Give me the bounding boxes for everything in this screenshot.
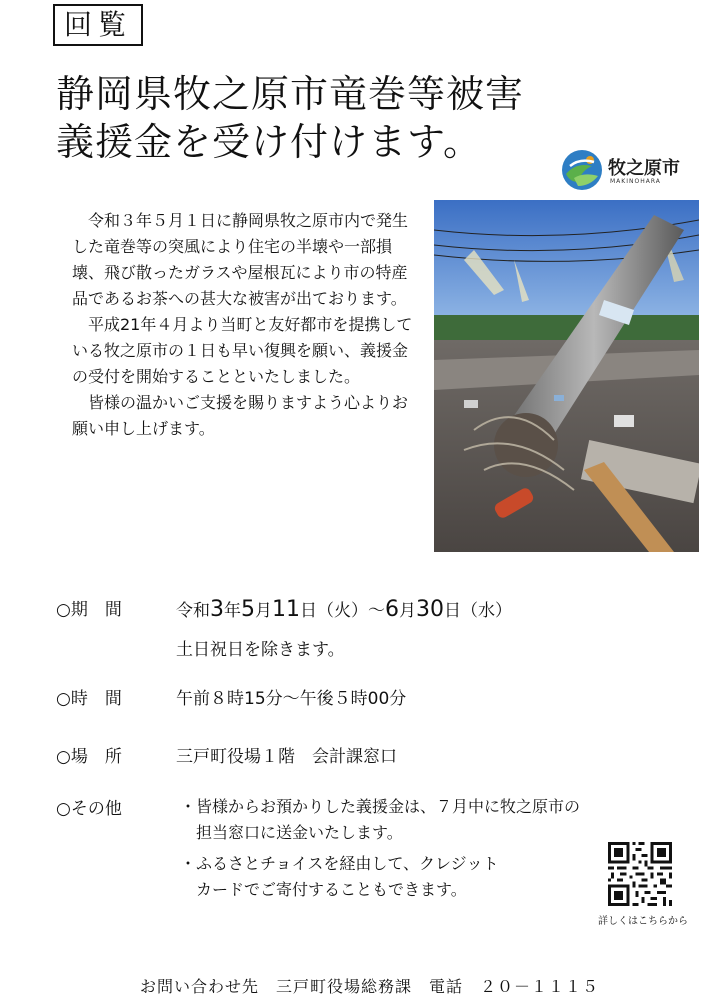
time-value: 午前８時15分～午後５時00分	[176, 689, 407, 709]
place-row	[56, 745, 696, 769]
circulation-badge: 回覧	[53, 4, 143, 46]
tornado-damage-photo	[434, 200, 699, 552]
page-title	[56, 70, 524, 166]
makinohara-logo	[560, 148, 700, 192]
title-line-1: 静岡県牧之原市竜巻等被害	[56, 72, 525, 116]
city-emblem-icon	[560, 148, 604, 192]
time-label: ○時 間	[56, 689, 122, 709]
title-line-2: 義援金を受け付けます。	[56, 120, 482, 164]
other-line: カードでご寄付することもできます。	[180, 880, 467, 899]
qr-code-icon[interactable]	[608, 842, 672, 906]
other-line: ・皆様からお預かりした義援金は、７月中に牧之原市の	[180, 797, 581, 816]
time-row	[56, 687, 696, 711]
body-text	[72, 208, 417, 442]
period-label: ○期 間	[56, 600, 122, 620]
period-row	[56, 598, 696, 658]
paragraph: 皆様の温かいご支援を賜りますよう心よりお願い申し上げます。	[72, 393, 409, 438]
qr-caption: 詳しくはこちらから	[598, 916, 688, 927]
other-line: ・ふるさとチョイスを経由して、クレジット	[180, 854, 499, 873]
paragraph: 平成21年４月より当町と友好都市を提携している牧之原市の１日も早い復興を願い、義援金の受付を開始することといたしました。	[72, 315, 413, 386]
city-roman-name: MAKINOHARA	[610, 178, 661, 185]
contact-footer: お問い合わせ先 三戸町役場総務課 電話 ２０－１１１５	[140, 977, 600, 996]
period-note: 土日祝日を除きます。	[176, 640, 345, 660]
other-label: ○その他	[56, 799, 122, 819]
place-label: ○場 所	[56, 747, 122, 767]
period-value: 令和3年5月11日（火）～6月30日（水）	[176, 597, 512, 622]
place-value: 三戸町役場１階 会計課窓口	[176, 747, 397, 767]
other-row	[56, 797, 166, 821]
other-line: 担当窓口に送金いたします。	[180, 823, 403, 842]
paragraph: 令和３年５月１日に静岡県牧之原市内で発生した竜巻等の突風により住宅の半壊や一部損壊、飛び散ったガラスや屋根瓦により市の特産品であるお茶への甚大な被害が出ております。	[72, 211, 409, 308]
city-name: 牧之原市	[608, 158, 680, 179]
